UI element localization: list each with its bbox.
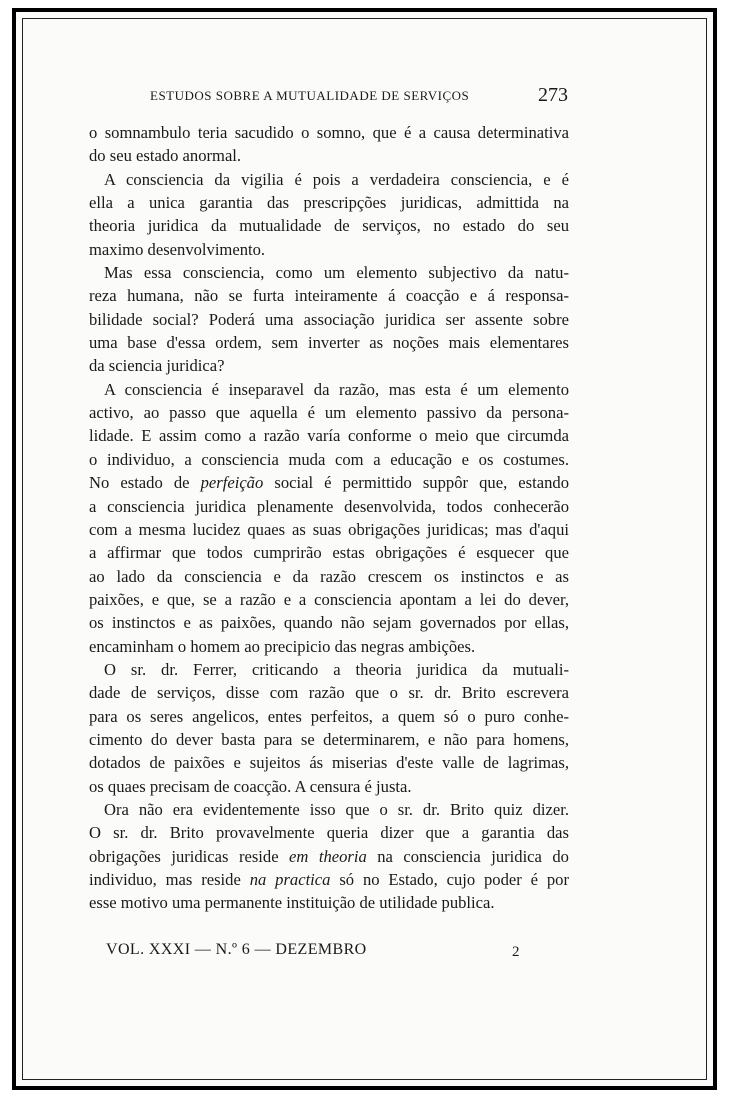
text-line: Ora não era evidentemente isso que o sr. dr. Brito quiz dizer. [104,799,569,819]
text-line: a affirmar que todos cumprirão estas obrigações é esquecer que [89,543,569,563]
text-line: lidade. E assim como a razão varía conforme o meio que circumda [89,426,569,446]
text-line: o individuo, a consciencia muda com a educação e os costumes. [89,449,569,469]
text-line [89,471,569,494]
text-line: maximo desenvolvimento. [89,239,266,259]
paragraph [89,121,569,168]
paragraph [89,261,569,378]
text-line: A consciencia é inseparavel da razão, mas esta é um elemento [104,379,569,399]
text-line: O sr. dr. Brito provavelmente queria dizer que a garantia das [89,823,569,843]
body-text [89,121,569,915]
paragraph [89,378,569,658]
text-line: encaminham o homem ao precipicio das negras ambições. [89,636,476,656]
text-run: No estado de [89,473,201,493]
text-line: paixões, e que, se a razão e a consciencia apontam a lei do dever, [89,589,569,609]
text-line: theoria juridica da mutualidade de serviços, no estado do seu [89,216,569,236]
italic-text: perfeição [200,473,264,493]
signature-mark: 2 [512,944,520,960]
text-run: obrigações juridicas reside [89,846,290,866]
text-line: cimento do dever basta para se determinarem, e não para homens, [89,729,569,749]
italic-text: em theoria [289,846,367,866]
text-run: individuo, mas reside [89,870,250,889]
text-line [89,845,569,868]
text-line: esse motivo uma permanente instituição de utilidade publica. [89,893,495,913]
paragraph [89,168,569,261]
running-header: ESTUDOS SOBRE A MUTUALIDADE DE SERVIÇOS [150,88,470,103]
italic-text: na practica [249,870,331,889]
text-line: com a mesma lucidez quaes as suas obrigações juridicas; mas d'aqui [89,519,569,539]
text-line: O sr. dr. Ferrer, criticando a theoria juridica da mutuali- [104,659,569,679]
text-line: uma base d'essa ordem, sem inverter as noções mais elementares [89,333,569,353]
paragraph [89,658,569,798]
text-line: da sciencia juridica? [89,356,225,376]
volume-footer: VOL. XXXI — N.º 6 — DEZEMBRO [106,941,367,958]
text-line: para os seres angelicos, entes perfeitos, a quem só o puro conhe- [89,706,569,726]
text-run: social é permittido suppôr que, estando [263,473,569,493]
text-line: A consciencia da vigilia é pois a verdadeira consciencia, e é [104,169,569,189]
paragraph [89,798,569,915]
text-line: o somnambulo teria sacudido o somno, que é a causa determinativa [89,123,569,142]
text-line: Mas essa consciencia, como um elemento subjectivo da natu- [104,263,569,283]
text-line: activo, ao passo que aquella é um elemento passivo da persona- [89,403,569,423]
text-line: bilidade social? Poderá uma associação juridica ser assente sobre [89,309,569,329]
text-run: na consciencia juridica do [366,846,569,866]
text-line: os instinctos e as paixões, quando não sejam governados por ellas, [89,613,569,633]
text-line: dotados de paixões e sujeitos ás miserias d'este valle de lagrimas, [89,753,569,773]
page-number: 273 [538,84,568,106]
text-line: ao lado da consciencia e da razão crescem os instinctos e as [89,566,569,586]
text-line: do seu estado anormal. [89,146,242,166]
text-line [89,868,569,891]
text-run: só no Estado, cujo poder é por [330,870,569,889]
text-line: dade de serviços, disse com razão que o sr. dr. Brito escrevera [89,683,569,703]
text-line: ella a unica garantia das prescripções juridicas, admittida na [89,193,569,213]
text-line: os quaes precisam de coacção. A censura é justa. [89,776,412,796]
text-line: a consciencia juridica plenamente desenvolvida, todos conhecerão [89,496,569,516]
text-line: reza humana, não se furta inteiramente á coacção e á responsa- [89,286,569,306]
